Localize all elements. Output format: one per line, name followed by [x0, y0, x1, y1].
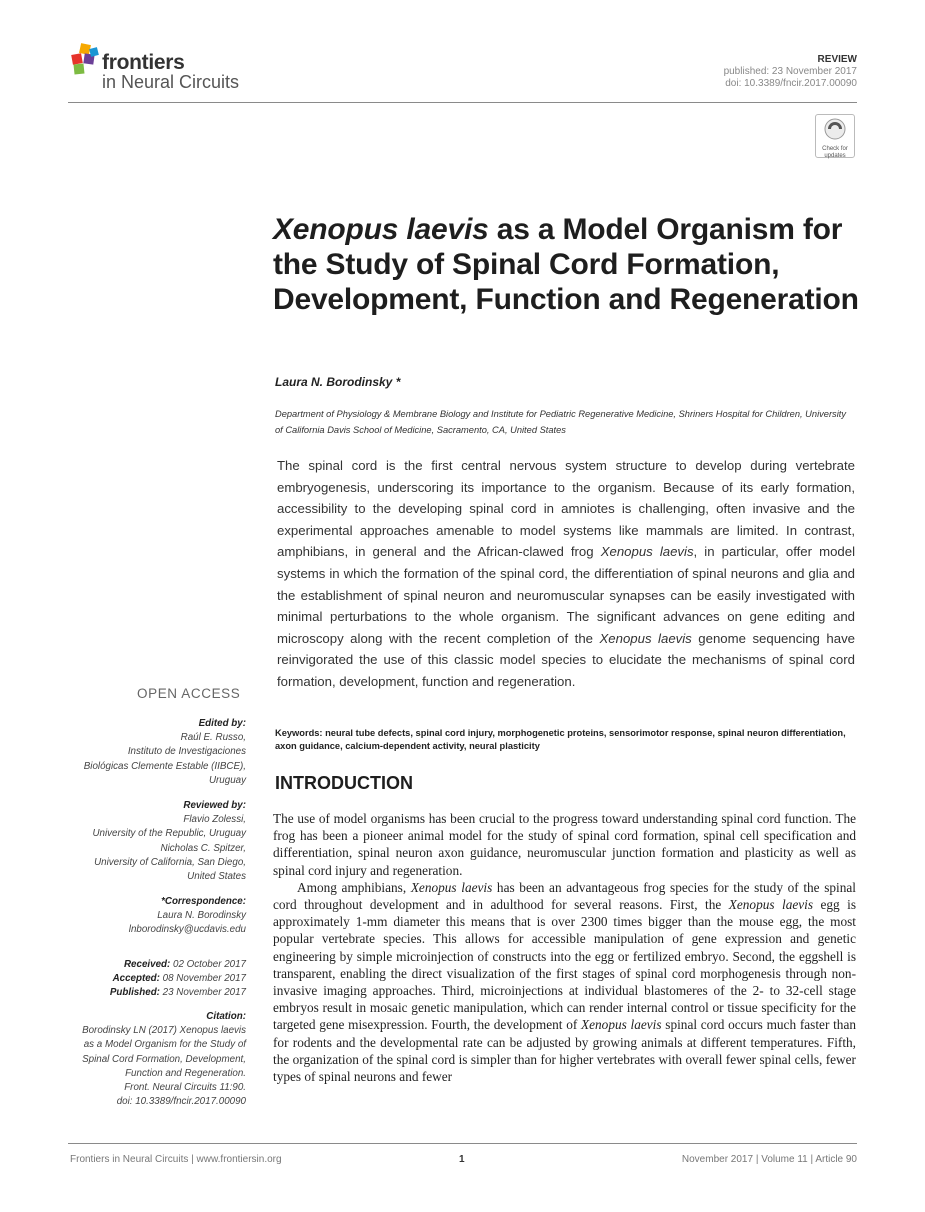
footer-issue-info: November 2017 | Volume 11 | Article 90: [681, 1154, 857, 1165]
editor-line: Uruguay: [208, 774, 246, 786]
editor-line: Instituto de Investigaciones: [127, 746, 246, 758]
keywords: [275, 727, 860, 753]
citation-line: Function and Regeneration.: [125, 1067, 246, 1079]
crossmark-icon: [824, 118, 846, 140]
page-number: 1: [459, 1154, 465, 1165]
abstract-text-1: The spinal cord is the first central nervous system structure to develop during vertebrate embryogenesis, underscoring its importance to the organism. Because of its early formation, accessibility to the developing spinal cord in amniotes is challenging, often invasive and the experimental approaches amenable to model systems like mammals are limited. In contrast, amphibians, in general and the African-clawed frog: [277, 458, 855, 560]
accepted-date: Accepted: 08 November 2017: [112, 973, 246, 985]
section-heading-introduction: INTRODUCTION: [275, 773, 413, 793]
edited-by-block: [46, 717, 246, 788]
reviewed-by-label: Reviewed by:: [183, 800, 246, 811]
keywords-list: neural tube defects, spinal cord injury, morphogenetic proteins, sensorimotor response, spinal neuron differentiation, axon guidance, calcium-dependent activity, neural plasticity: [275, 728, 846, 751]
article-meta: [724, 54, 857, 90]
citation-line: doi: 10.3389/fncir.2017.00090: [116, 1096, 246, 1108]
editor-line: Raúl E. Russo,: [180, 732, 246, 744]
intro-paragraph-2: Among amphibians, Xenopus laevis has been an advantageous frog species for the study of the spinal cord throughout development and in adulthood for several reasons. First, the Xenopus laevis egg is approximately 1-mm diameter this means that is over 2300 times bigger than the mouse egg, the most popular vertebrate species. This allows for accessible manipulation of gene expression and genetic engineering by simple microinjection of constructs into the egg or fertilized embryo. Second, the eggshell is transparent, enabling the direct visualization of the first stages of spinal cord morphogenesis through non-invasive imaging approaches. Third, microinjections at individual blastomeres of the 2- to 32-cell stage embryos result in mosaic genetic manipulation, which can render internal control or tissue specificity for the targeted gene misexpression. Fourth, the development of Xenopus laevis spinal cord occurs much faster than for rodents and the developmental rate can be adjusted by growing animals at different temperatures. Fifth, the organization of the spinal cord is simpler than for higher vertebrates with overall fewer spinal cells, fewer types of spinal neurons and fewer: [273, 879, 857, 1085]
check-for-updates-button[interactable]: [815, 114, 855, 158]
open-access-label: OPEN ACCESS: [137, 686, 241, 701]
correspondence-email[interactable]: lnborodinsky@ucdavis.edu: [128, 924, 246, 936]
reviewer-line: United States: [187, 871, 246, 883]
check-for-updates-label-2: updates: [824, 153, 846, 159]
correspondence-block: [46, 895, 246, 938]
article-type: REVIEW: [817, 54, 857, 65]
reviewer-line: Flavio Zolessi,: [183, 814, 246, 826]
title-species: Xenopus laevis: [273, 213, 489, 246]
abstract-species-1: Xenopus laevis: [600, 544, 694, 560]
intro-paragraph-1: The use of model organisms has been crucial to the progress toward understanding spinal cord function. The frog has been a pioneer animal model for the study of spinal cord formation, spinal cell specification and differentiation, spinal neuron axon guidance, neuromuscular junction formation and plasticity as well as spinal cord injury and regeneration.: [273, 811, 856, 878]
abstract-text-2: , in particular, offer model systems in which the formation of the spinal cord, the differentiation of spinal neurons and glia and the establishment of spinal neuron and neuromuscular synapses can be easily investigated with minimal perturbations to the whole organism. The significant advances on gene editing and microscopy along with the recent completion of the: [277, 544, 855, 646]
header-divider: [68, 102, 857, 103]
doi-link[interactable]: doi: 10.3389/fncir.2017.00090: [725, 78, 857, 89]
reviewed-by-block: [46, 799, 246, 884]
citation-line: Front. Neural Circuits 11:90.: [124, 1082, 246, 1094]
journal-name: in Neural Circuits: [102, 72, 240, 92]
citation-line: as a Model Organism for the Study of: [83, 1039, 246, 1051]
editor-line: Biológicas Clemente Estable (IIBCE),: [83, 760, 246, 772]
check-for-updates-label-1: Check for: [822, 146, 848, 152]
correspondence-label: *Correspondence:: [161, 896, 246, 907]
citation-line: Borodinsky LN (2017) Xenopus laevis: [82, 1025, 246, 1037]
dates-block: [46, 958, 246, 1001]
introduction-body: [273, 810, 856, 1085]
reviewer-line: University of California, San Diego,: [94, 856, 246, 868]
abstract-species-2: Xenopus laevis: [599, 630, 692, 646]
citation-block: [46, 1010, 246, 1109]
correspondence-name: Laura N. Borodinsky: [157, 910, 246, 922]
edited-by-label: Edited by:: [198, 718, 246, 729]
published-date: published: 23 November 2017: [723, 66, 857, 77]
logo-wordmark: frontiers: [102, 51, 185, 74]
abstract: [277, 455, 855, 693]
title-rest: as a Model Organism for the Study of Spinal Cord Formation, Development, Function and Regeneration: [273, 213, 859, 316]
citation-label: Citation:: [206, 1011, 246, 1022]
footer-journal-link[interactable]: Frontiers in Neural Circuits | www.frontiersin.org: [70, 1154, 282, 1165]
frontiers-logo-icon: [70, 42, 104, 78]
article-title: [273, 212, 863, 317]
affiliation: Department of Physiology & Membrane Biology and Institute for Pediatric Regenerative Medicine, Shriners Hospital for Children, University of California Davis School of Medicine, Sacramento, CA, United States: [275, 409, 846, 435]
reviewer-line: University of the Republic, Uruguay: [92, 828, 246, 840]
published-date-sidebar: Published: 23 November 2017: [109, 987, 246, 999]
keywords-label: Keywords:: [275, 728, 323, 738]
footer-divider: [68, 1143, 857, 1144]
citation-line: Spinal Cord Formation, Development,: [82, 1053, 246, 1065]
received-date: Received: 02 October 2017: [123, 959, 246, 970]
reviewer-line: Nicholas C. Spitzer,: [160, 842, 246, 854]
author-name[interactable]: Laura N. Borodinsky *: [275, 375, 401, 389]
abstract-text-3: genome sequencing have reinvigorated the use of this classic model species to elucidate the mechanisms of spinal cord formation, development, function and regeneration.: [277, 630, 855, 689]
